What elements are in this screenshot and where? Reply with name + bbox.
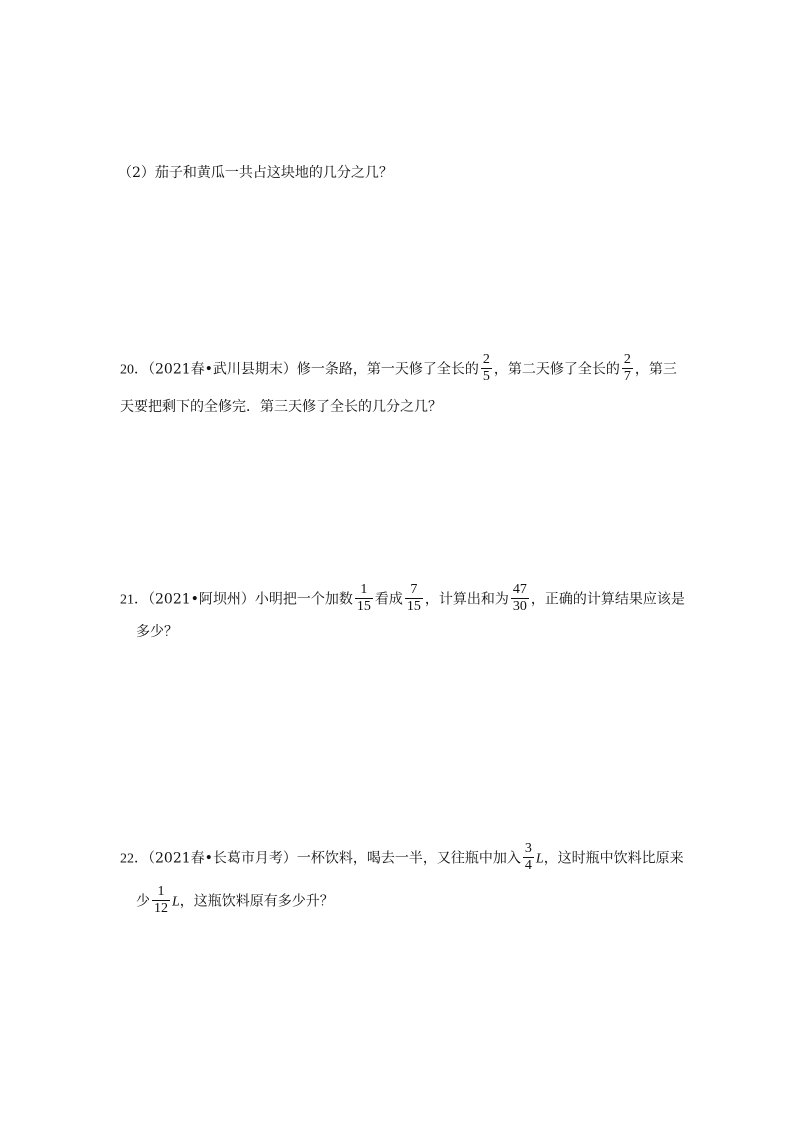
q21-fraction-1-numerator: 1: [355, 583, 373, 599]
q22-line2: [136, 886, 334, 917]
q22-fraction-1-denominator: 4: [524, 858, 532, 873]
q19-part2-text: 茄子和黄瓜一共占这块地的几分之几？: [154, 165, 393, 181]
q20-text-a: 修一条路，第一天修了全长的: [296, 361, 479, 378]
q20-fraction-2-denominator: 7: [623, 369, 631, 384]
q19-part2-label: （2）: [118, 165, 155, 181]
q21-line2: [136, 622, 178, 642]
q22-number: 22: [120, 851, 134, 867]
q21-fraction-2: [405, 583, 423, 614]
q20-fraction-1: [481, 353, 492, 384]
q22-line2-text-a: 少: [136, 893, 150, 910]
q22-fraction-2-numerator: 1: [152, 885, 170, 901]
q22-text-a: 一杯饮料，喝去一半，又往瓶中加入: [296, 850, 521, 867]
q21-text-b: 看成: [374, 591, 403, 608]
q21-fraction-3-denominator: 30: [512, 599, 527, 614]
q21-fraction-3-numerator: 47: [512, 582, 527, 597]
q21-fraction-3: [511, 583, 529, 614]
q20-fraction-1-denominator: 5: [482, 369, 490, 384]
q20-line2: [120, 397, 442, 417]
q21-line1: [120, 584, 685, 615]
q22-fraction-2: [152, 885, 170, 916]
q21-fraction-2-denominator: 15: [406, 599, 421, 614]
q20-text-c: ，第三: [634, 361, 677, 378]
q22-fraction-1-numerator: 3: [524, 841, 532, 856]
q22-fraction-1: [523, 842, 534, 873]
q20-line1: [120, 354, 677, 385]
q21-source: ．（2021•阿坝州）: [134, 591, 255, 608]
q20-source: ．（2021春•武川县期末）: [134, 361, 297, 378]
q20-number: 20: [120, 362, 134, 378]
q22-source: ．（2021春•长葛市月考）: [134, 850, 297, 867]
q21-text-c: ，计算出和为: [424, 591, 509, 608]
q20-text-b: ，第二天修了全长的: [493, 361, 620, 378]
q22-fraction-2-denominator: 12: [154, 901, 168, 916]
q20-line2-text: 天要把剩下的全修完．第三天修了全长的几分之几？: [120, 399, 442, 415]
q21-text-d: ，正确的计算结果应该是: [530, 591, 685, 608]
q21-fraction-1-denominator: 15: [356, 599, 371, 614]
q22-line1: [120, 843, 684, 874]
q21-line2-text: 多少？: [136, 624, 178, 640]
q20-fraction-1-numerator: 2: [482, 352, 490, 367]
q21-fraction-1: [355, 583, 373, 614]
q19-part2-line: [118, 163, 393, 183]
q21-text-a: 小明把一个加数: [254, 591, 353, 608]
q21-number: 21: [120, 592, 134, 608]
q22-unit-2: L: [172, 894, 180, 910]
q22-unit-1: L: [535, 851, 544, 867]
q20-fraction-2-numerator: 2: [623, 352, 631, 367]
q22-text-b: ，这时瓶中饮料比原来: [543, 850, 684, 867]
q20-fraction-2: [622, 353, 633, 384]
q21-fraction-2-numerator: 7: [405, 583, 423, 599]
q22-line2-text-b: ，这瓶饮料原有多少升？: [179, 893, 334, 910]
